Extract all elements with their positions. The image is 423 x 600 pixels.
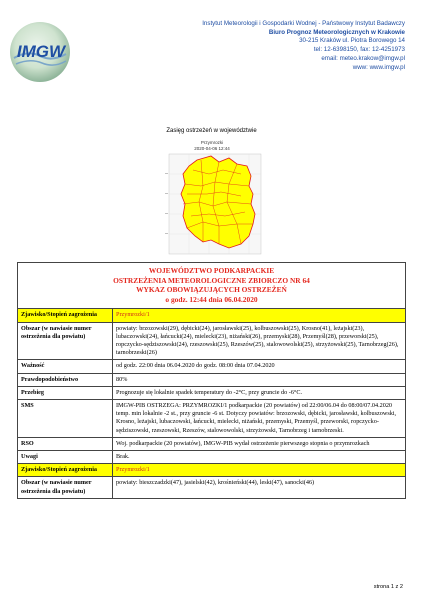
row-value: powiaty: brzozowski(29), dębicki(24), jarosławski(25), kolbuszowski(25), Krosno(41), leżajski(23), lubaczowski(24), łańcucki(24), mielecki(23), niżański(26), przemyski(28), Przemyśl(28), przeworski(25), ropczycko-sędziszowski(24), rzeszowski(25), Rzeszów(25), stalowowolski(25), strzyżowski(25), Tarnobrzeg(26), tarnobrzeski(26) [113,322,406,360]
table-row [18,451,406,464]
row-label: Przebieg [18,386,113,399]
imgw-logo [8,20,72,84]
row-value: od godz. 22:00 dnia 06.04.2020 do godz. 08:00 dnia 07.04.2020 [113,360,406,373]
row-label: SMS [18,400,113,438]
map-caption: Zasięg ostrzeżeń w województwie [166,128,257,134]
bulletin-title [18,263,406,309]
bulletin-title-line: WYKAZ OBOWIĄZUJĄCYCH OSTRZEŻEŃ [136,285,287,295]
warning-map [157,140,267,260]
table-row [18,400,406,438]
institute-name: Instytut Meteorologii i Gospodarki Wodnej - Państwowy Instytut Badawczy [202,20,405,27]
website[interactable]: www: www.imgw.pl [352,63,405,71]
row-label: Obszar (w nawiasie numer ostrzeżenia dla powiatu) [18,477,113,498]
warning-bulletin [17,262,406,499]
row-value: Brak. [113,451,406,464]
table-row [18,386,406,399]
bulletin-title-line: OSTRZEŻENIA METEOROLOGICZNE ZBIORCZO NR 64 [113,275,310,285]
map-phenomenon: Przymrozki [200,140,224,145]
row-value: Prognozuje się lokalnie spadek temperatury do -2°C, przy gruncie do -6°C. [113,386,406,399]
row-value: IMGW-PIB OSTRZEGA: PRZYMROZKI/1 podkarpackie (20 powiatów) od 22:00/06.04 do 08:00/07.04.2020 temp. min lokalnie -2 st., przy gruncie -6 st. Dotyczy powiatów: brzozowski, dębicki, jarosławski, kolbuszowski, Krosno, leżajski, lubaczowski, łańcucki, mielecki, niżański, przemyski, Przemyśl, przeworski, ropczycko-sędziszowski, rzeszowski, Rzeszów, stalowowolski, strzyżowski, Tarnobrzeg i tarnobrzeski. [113,400,406,438]
row-label: RSO [18,437,113,450]
row-value: Woj. podkarpackie (20 powiatów), IMGW-PIB wydał ostrzeżenie pierwszego stopnia o przymrozkach [113,437,406,450]
table-row [18,437,406,450]
email[interactable]: email: meteo.krakow@imgw.pl [321,54,405,62]
row-value: 80% [113,373,406,386]
bureau-name: Biuro Prognoz Meteorologicznych w Krakowie [268,28,405,36]
institution-header [105,20,405,72]
table-row [18,373,406,386]
row-label: Uwagi [18,451,113,464]
address: 30-215 Kraków ul. Piotra Borowego 14 [299,37,405,45]
phenomenon-row [18,309,406,322]
bulletin-title-line: WOJEWÓDZTWO PODKARPACKIE [148,266,275,275]
logo-text: IMGW [16,42,66,61]
row-label: Obszar (w nawiasie numer ostrzeżenia dla powiatu) [18,322,113,360]
row-label: Ważność [18,360,113,373]
phenomenon-row [18,464,406,477]
bulletin-title-line: o godz. 12:44 dnia 06.04.2020 [165,294,258,304]
row-value: Przymrozki/1 [113,464,406,477]
row-value: Przymrozki/1 [113,309,406,322]
row-label: Zjawisko/Stopień zagrożenia [18,309,113,322]
table-row [18,360,406,373]
row-label: Prawdopodobieństwo [18,373,113,386]
table-row [18,322,406,360]
bulletin-title-row [18,263,406,309]
row-label: Zjawisko/Stopień zagrożenia [18,464,113,477]
table-row [18,477,406,498]
map-date: 2020-04-06 12:44 [194,145,230,151]
phone-fax: tel: 12-6398150, fax: 12-4251973 [313,46,405,54]
bulletin-table [17,262,406,499]
row-value: powiaty: bieszczadzki(47), jasielski(42), krośnieński(44), leski(47), sanocki(46) [113,477,406,498]
page-number: strona 1 z 2 [373,584,403,590]
